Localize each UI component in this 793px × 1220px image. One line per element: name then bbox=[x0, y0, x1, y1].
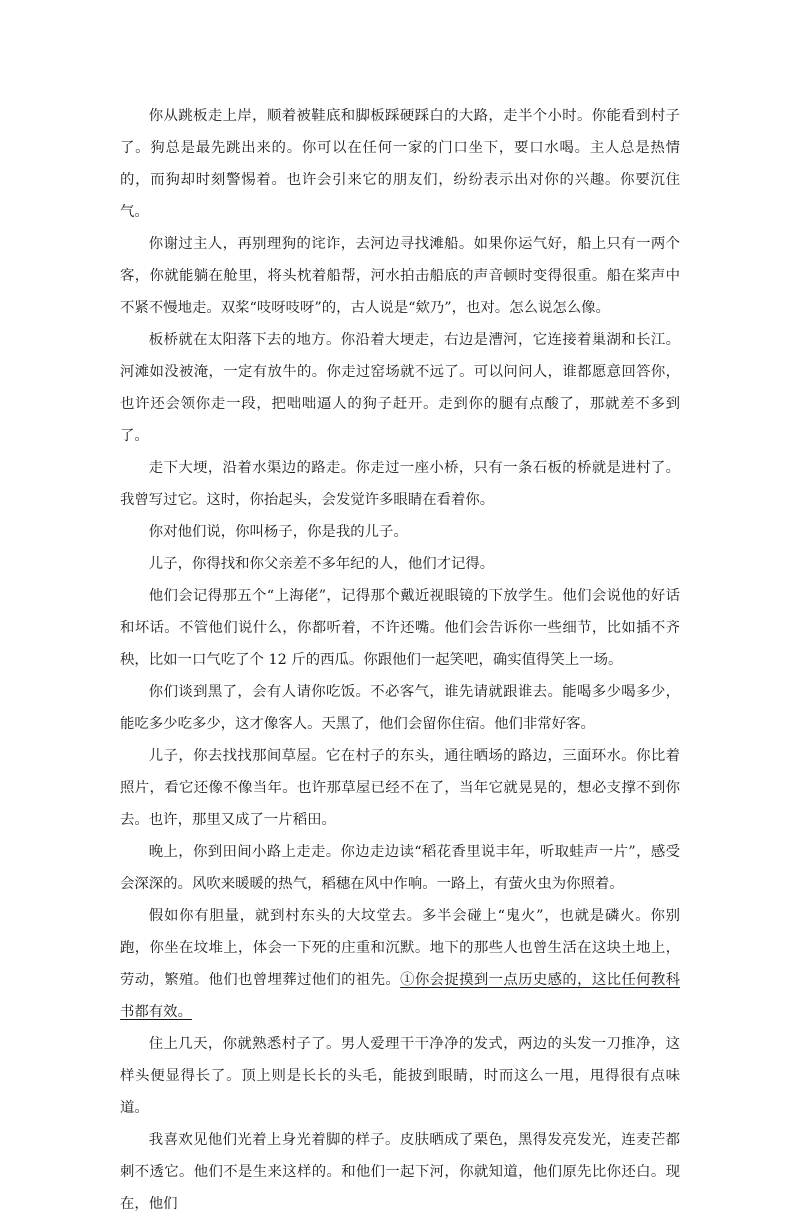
paragraph-3: 板桥就在太阳落下去的地方。你沿着大埂走，右边是漕河，它连接着巢湖和长江。河滩如没被淹，一定有放牛的。你走过窑场就不远了。可以问问人，谁都愿意回答你，也许还会领你走一段，把咄咄逼人的狗子赶开。走到你的腿有点酸了，那就差不多到了。 bbox=[120, 332, 680, 444]
paragraph-7: 他们会记得那五个“上海佬”，记得那个戴近视眼镜的下放学生。他们会说他的好话和坏话。不管他们说什么，你都听着，不许还嘴。他们会告诉你一些细节，比如插不齐秧，比如一口气吃了个 12 斤的西瓜。你跟他们一起笑吧，确实值得笑上一场。 bbox=[120, 588, 680, 668]
paragraph-5: 你对他们说，你叫杨子，你是我的儿子。 bbox=[148, 524, 408, 540]
underlined-sentence-1: ①你会捉摸到一点历史感的，这比任何教科书都有效。 bbox=[120, 972, 680, 1020]
paragraph-11 bbox=[120, 900, 680, 1028]
paragraph-10: 晚上，你到田间小路上走走。你边走边读“稻花香里说丰年，听取蛙声一片”，感受会深深的。风吹来暖暖的热气，稻穗在风中作响。一路上，有萤火虫为你照着。 bbox=[120, 844, 680, 892]
paragraph-12: 住上几天，你就熟悉村子了。男人爱理干干净净的发式，两边的头发一刀推净，这样头便显得长了。顶上则是长长的头毛，能披到眼睛，时而这么一甩，甩得很有点味道。 bbox=[120, 1036, 680, 1116]
paragraph-8: 你们谈到黑了，会有人请你吃饭。不必客气，谁先请就跟谁去。能喝多少喝多少，能吃多少吃多少，这才像客人。天黑了，他们会留你住宿。他们非常好客。 bbox=[120, 684, 680, 732]
article-body bbox=[120, 100, 680, 1220]
paragraph-1: 你从跳板走上岸，顺着被鞋底和脚板踩硬踩白的大路，走半个小时。你能看到村子了。狗总是最先跳出来的。你可以在任何一家的门口坐下，要口水喝。主人总是热情的，而狗却时刻警惕着。也许会引来它的朋友们，纷纷表示出对你的兴趣。你要沉住气。 bbox=[120, 108, 680, 220]
paragraph-4: 走下大埂，沿着水渠边的路走。你走过一座小桥，只有一条石板的桥就是进村了。我曾写过它。这时，你抬起头，会发觉许多眼睛在看着你。 bbox=[120, 460, 680, 508]
paragraph-2: 你谢过主人，再别理狗的诧诈，去河边寻找滩船。如果你运气好，船上只有一两个客，你就能躺在舱里，将头枕着船帮，河水拍击船底的声音顿时变得很重。船在桨声中不紧不慢地走。双桨“吱呀吱呀”的，古人说是“欸乃”，也对。怎么说怎么像。 bbox=[120, 236, 680, 316]
paragraph-9: 儿子，你去找找那间草屋。它在村子的东头，通往晒场的路边，三面环水。你比着照片，看它还像不像当年。也许那草屋已经不在了，当年它就晃晃的，想必支撑不到你去。也许，那里又成了一片稻田。 bbox=[120, 748, 680, 828]
paragraph-6: 儿子，你得找和你父亲差不多年纪的人，他们才记得。 bbox=[148, 556, 495, 572]
paragraph-11-text: 假如你有胆量，就到村东头的大坟堂去。多半会碰上“鬼火”，也就是磷火。你别跑，你坐在坟堆上，体会一下死的庄重和沉默。地下的那些人也曾生活在这块土地上，劳动，繁殖。他们也曾埋葬过他们的祖先。 bbox=[120, 908, 680, 988]
paragraph-13: 我喜欢见他们光着上身光着脚的样子。皮肤晒成了栗色，黑得发亮发光，连麦芒都刺不透它。他们不是生来这样的。和他们一起下河，你就知道，他们原先比你还白。现在，他们 bbox=[120, 1132, 680, 1212]
